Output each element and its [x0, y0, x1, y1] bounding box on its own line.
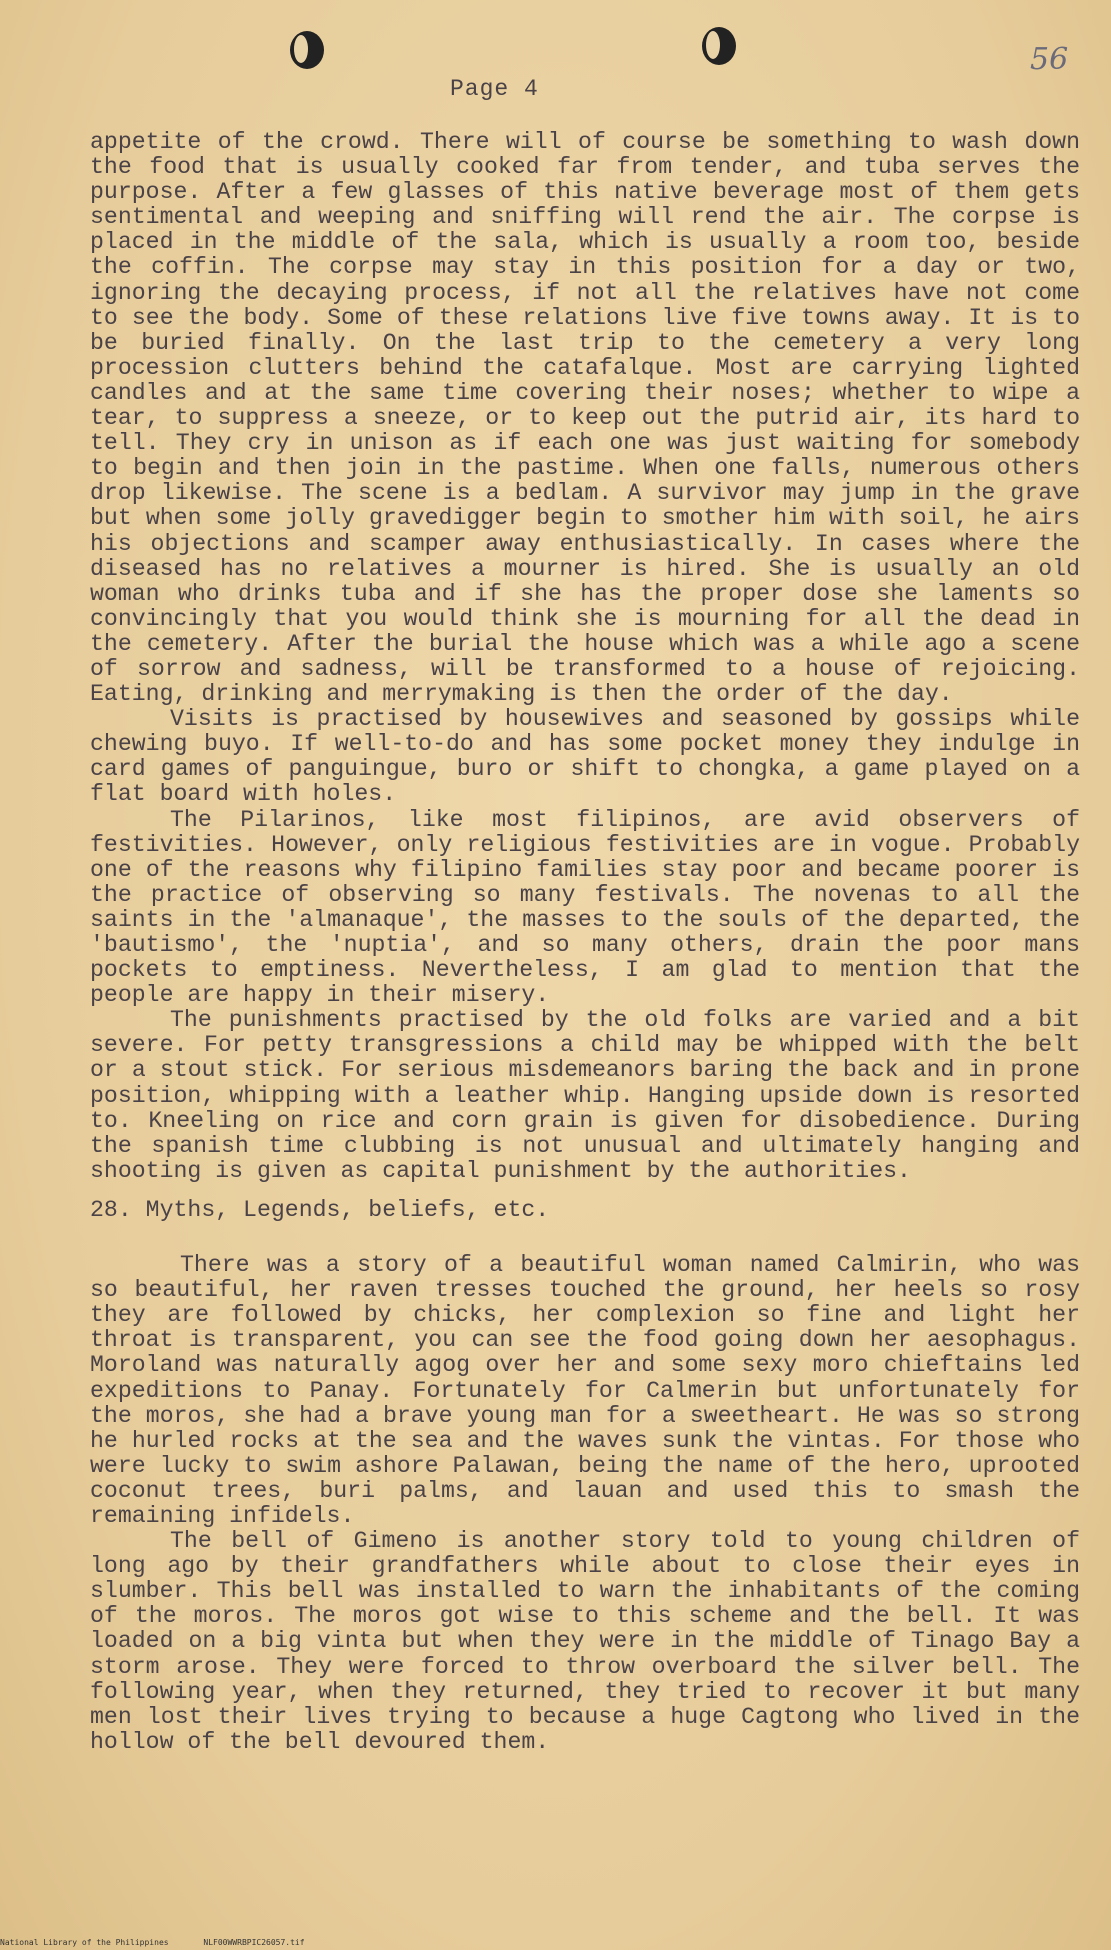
paragraph-visits: Visits is practised by housewives and seasoned by gossips while chewing buyo. If well-to-do and has some pocket money they indulge in card games of panguingue, buro or shift to chongka, a game played on a flat board with holes. [90, 706, 1080, 808]
paragraph-festivities: The Pilarinos, like most filipinos, are avid observers of festivities. However, only religious festivities are in vogue. Probably one of the reasons why filipino families stay poor and became poorer is the practice of observing so many festivals. The novenas to all the saints in the 'almanaque', the masses to the souls of the departed, the 'bautismo', the 'nuptia', and so many others, drain the poor mans pockets to emptiness. Nevertheless, I am glad to mention that the people are happy in their misery. [90, 806, 1080, 1009]
punch-hole [702, 27, 736, 65]
archive-footer [0, 1938, 305, 1947]
page-label: Page 4 [450, 76, 539, 102]
paragraph-bell-of-gimeno: The bell of Gimeno is another story told to young children of long ago by their grandfathers while about to close their eyes in slumber. This bell was installed to warn the inhabitants of the coming of the moros. The moros got wise to this scheme and the bell. It was loaded on a big vinta but when they were in the middle of Tinago Bay a storm arose. They were forced to throw overboard the silver bell. The following year, when they returned, they tried to recover it but many men lost their lives trying to because a huge Cagtong who lived in the hollow of the bell devoured them. [90, 1528, 1080, 1755]
paragraph-funeral: appetite of the crowd. There will of course be something to wash down the food that is usually cooked far from tender, and tuba serves the purpose. After a few glasses of this native beverage most of them gets sentimental and weeping and sniffing will rend the air. The corpse is placed in the middle of the sala, which is usually a room too, beside the coffin. The corpse may stay in this position for a day or two, ignoring the decaying process, if not all the relatives have not come to see the body. Some of these relations live five towns away. It is to be buried finally. On the last trip to the cemetery a very long procession clutters behind the catafalque. Most are carrying lighted candles and at the same time covering their noses; whether to wipe a tear, to suppress a sneeze, or to keep out the putrid air, its hard to tell. They cry in unison as if each one was just waiting for somebody to begin and then join in the pastime. When one falls, numerous others drop likewise. The scene is a bedlam. A survivor may jump in the grave but when some jolly gravedigger begin to smother him with soil, he airs his objections and scamper away enthusiastically. In cases where the diseased has no relatives a mourner is hired. She is usually an old woman who drinks tuba and if she has the proper dose she laments so convincingly that you would think she is mourning for all the dead in the cemetery. After the burial the house which was a while ago a scene of sorrow and sadness, will be transformed to a house of rejoicing. Eating, drinking and merrymaking is then the order of the day. [90, 129, 1080, 708]
punch-hole [290, 31, 324, 69]
document-body [90, 130, 1080, 1755]
paragraph-punishments: The punishments practised by the old folks are varied and a bit severe. For petty transgressions a child may be whipped with the belt or a stout stick. For serious misdemeanors baring the back and in prone position, whipping with a leather whip. Hanging upside down is resorted to. Kneeling on rice and corn grain is given for disobedience. During the spanish time clubbing is not unusual and ultimately hanging and shooting is given as capital punishment by the authorities. [90, 1007, 1080, 1184]
file-id: NLF00WWRBPIC26057.tif [203, 1938, 305, 1947]
section-heading: 28. Myths, Legends, beliefs, etc. [90, 1196, 550, 1223]
paragraph-calmirin: There was a story of a beautiful woman named Calmirin, who was so beautiful, her raven tresses touched the ground, her heels so rosy they are followed by chicks, her complexion so fine and light her throat is transparent, you can see the food going down her aesophagus. Moroland was naturally agog over her and some sexy moro chieftains led expeditions to Panay. Fortunately for Calmerin but unfortunately for the moros, she had a brave young man for a sweetheart. He was so strong he hurled rocks at the sea and the waves sunk the vintas. For those who were lucky to swim ashore Palawan, being the name of the hero, uprooted coconut trees, buri palms, and lauan and used this to smash the remaining infidels. [90, 1252, 1080, 1529]
library-name: National Library of the Philippines [0, 1938, 169, 1947]
handwritten-page-number: 56 [1030, 42, 1069, 77]
